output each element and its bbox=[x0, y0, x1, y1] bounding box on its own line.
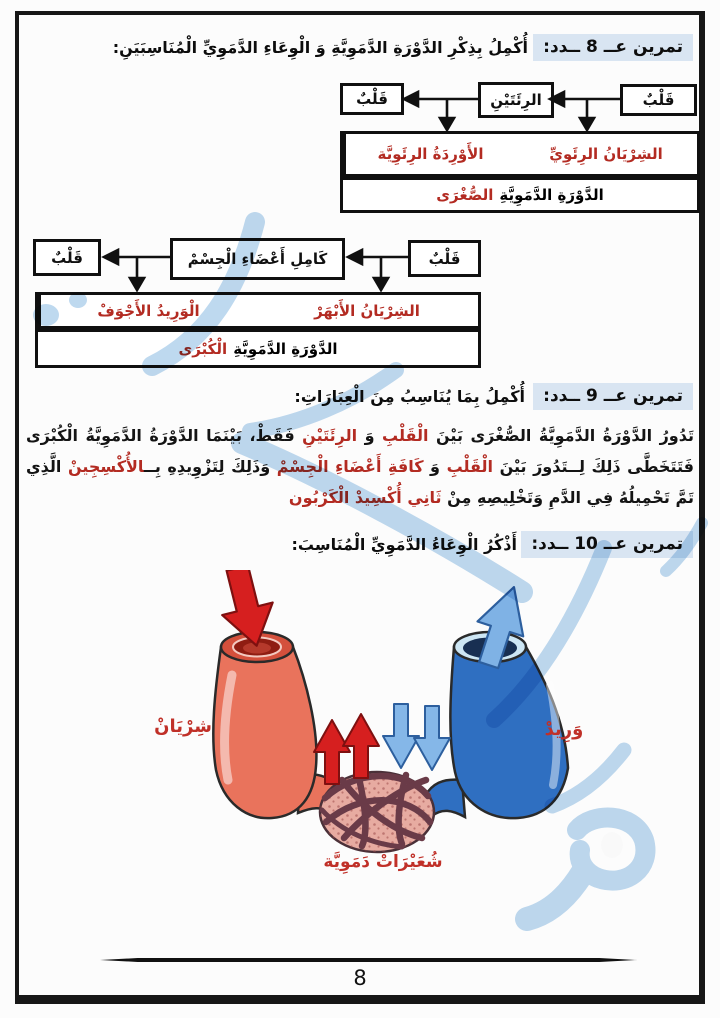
text-segment: تَدُورُ الدَّوْرَةُ الدَّمَوِيَّةُ الصُّغْرَى بَيْنَ bbox=[428, 426, 694, 445]
chart2-circulation-label: الدَّوْرَةِ الدَّمَوِيَّةِ bbox=[233, 339, 338, 358]
chart2-circulation-name-row bbox=[35, 329, 481, 368]
chart2-heart-box-right: قَلْبٌ bbox=[408, 240, 481, 277]
chart1-pulmonary-artery-cell: الشِرْيَانُ الرِئَوِيِّ bbox=[549, 145, 663, 163]
page-number: 8 bbox=[353, 966, 367, 990]
artery-label: شِرْيَانْ bbox=[154, 716, 212, 737]
chart2-aorta-cell: الشِرْيَانُ الأَبْهَرْ bbox=[314, 301, 420, 320]
text-segment: الَّذِي تَمَّ تَحْمِيلُهُ فِي الدَّمِ وَتَخْلِيصِهِ مِنْ bbox=[26, 457, 694, 508]
text-segment: وَذَلِكَ لِتَزْوِيدِهِ بِــ bbox=[143, 457, 277, 477]
exercise-8-header: تمرين عــ 8 ــدد: bbox=[533, 34, 693, 61]
exercise-9-header: تمرين عــ 9 ــدد: bbox=[533, 383, 693, 410]
answer-body-organs: كَافَةِ أَعْضَاءِ الْجِسْمْ bbox=[276, 457, 424, 477]
red-up-arrow-icon bbox=[343, 714, 379, 778]
chart1-circulation-label: الدَّوْرَةِ الدَّمَوِيَّةِ bbox=[499, 186, 604, 204]
chart1-heart-box-left: قَلْبٌ bbox=[340, 83, 404, 115]
blue-down-arrow-icon bbox=[414, 706, 450, 770]
exercise-10-instruction: أَذْكُرُ الْوِعَاءُ الدَّمَوِيِّ الْمُنَاسِبَ: bbox=[291, 535, 517, 554]
chart2-vena-cava-cell: الْوَرِيدُ الأَجْوَفْ bbox=[38, 295, 256, 326]
chart1-heart-box-right: قَلْبٌ bbox=[620, 84, 697, 116]
chart2-heart-box-left: قَلْبٌ bbox=[33, 239, 101, 276]
chart2-circulation-label-red: الْكُبْرَى bbox=[178, 339, 228, 358]
chart1-pulmonary-veins-cell: الأَوْرِدَةُ الرِئَوِيَّة bbox=[343, 134, 515, 174]
answer-heart: الْقَلْبِ bbox=[382, 426, 429, 445]
answer-heart-2: الْقَلْبِ bbox=[446, 457, 494, 477]
blue-down-arrow-icon bbox=[383, 704, 419, 768]
answer-lungs: الرِئَتَيْنِ bbox=[302, 426, 358, 445]
artery-illustration bbox=[213, 632, 316, 818]
exercise-10-header: تمرين عــ 10 ــدد: bbox=[521, 531, 693, 558]
text-segment: فَقَطْ، بَيْنَمَا الدَّوْرَةُ الدَّمَوِيَّةُ الْكُبْرَى فَتَتَخَطَّى ذَلِكَ لِــتَدُورَ بَيْنَ bbox=[26, 426, 695, 477]
exercise-9-instruction: أُكْمِلُ بِمَا يُنَاسِبُ مِنَ الْعِبَارَاتِ: bbox=[294, 387, 525, 406]
answer-carbon-dioxide: ثَانِي أُكْسِيدْ الْكَرْبُون bbox=[288, 488, 442, 508]
capillaries-label: شُعَيْرَاتْ دَمَوِيَّة bbox=[323, 852, 443, 872]
chart1-vessels-row bbox=[340, 131, 700, 177]
chart2-vessels-row bbox=[35, 292, 481, 329]
text-segment: وَ bbox=[357, 426, 383, 445]
chart1-lungs-box: الرِئَتَيْنِ bbox=[478, 82, 554, 118]
footer-rule bbox=[100, 958, 637, 962]
exercise-8-instruction: أُكْمِلُ بِذِكْرِ الدَّوْرَةِ الدَّمَوِيَّةِ وَ الْوِعَاءِ الدَّمَوِيِّ الْمُنَاسِبَيَنِ: bbox=[112, 38, 528, 57]
chart2-body-organs-box: كَامِلِ أَعْضَاءِ الْجِسْمْ bbox=[170, 238, 345, 280]
exercise-9-text bbox=[26, 420, 694, 514]
answer-oxygen: الأُكْسِجِينْ bbox=[67, 457, 144, 477]
text-segment: وَ bbox=[423, 457, 447, 477]
chart1-circulation-name-row bbox=[340, 177, 700, 213]
chart1-circulation-label-red: الصُّغْرَى bbox=[436, 186, 494, 204]
vein-label: وَرِيدْ bbox=[544, 719, 584, 740]
